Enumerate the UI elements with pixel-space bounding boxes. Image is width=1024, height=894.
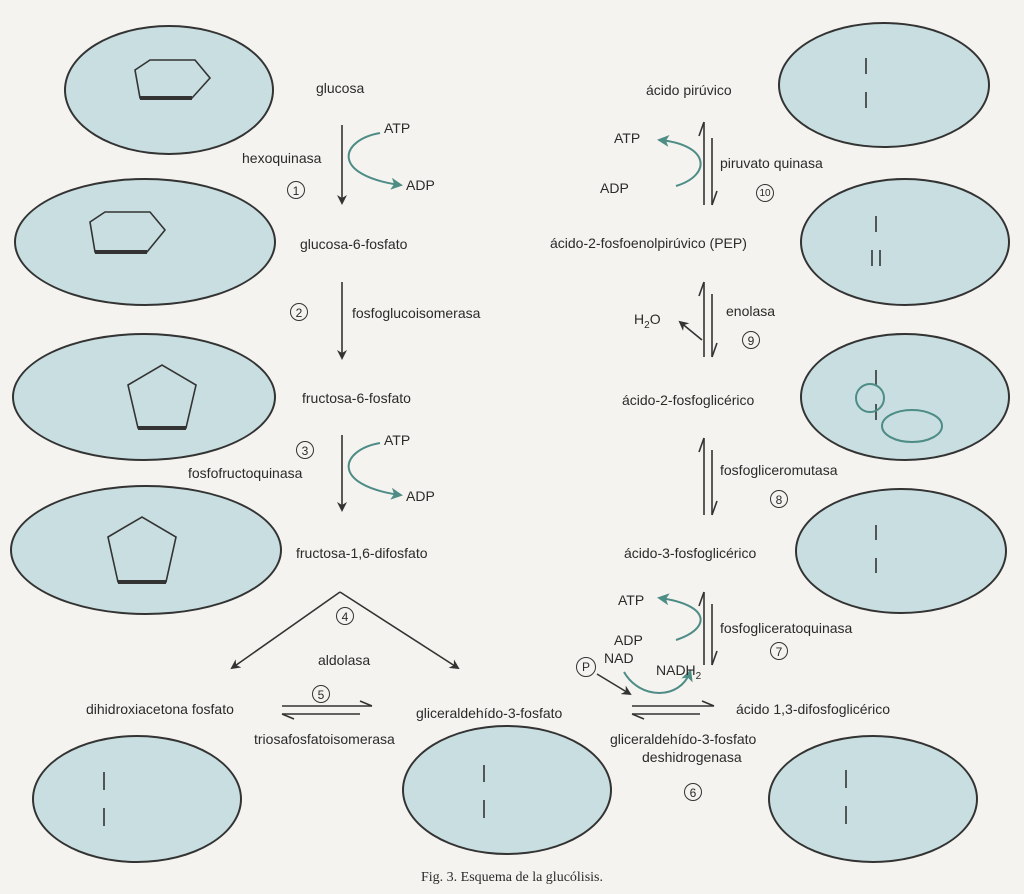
h2o-text-end: O: [649, 311, 661, 327]
pi-arrow: [597, 674, 630, 694]
enzyme-fosfogliceratoquinasa: fosfogliceratoquinasa: [720, 620, 853, 636]
figure-caption: Fig. 3. Esquema de la glucólisis.: [421, 870, 603, 885]
enzyme-fosfoglucoisomerasa: fosfoglucoisomerasa: [352, 305, 481, 321]
enzyme-aldolasa: aldolasa: [318, 652, 371, 668]
step-number-1: 1: [287, 181, 305, 199]
h2o-subscript: 2: [644, 319, 650, 331]
step-number-4: 4: [336, 607, 354, 625]
enzyme-g3p-dehydrogenase-line1: gliceraldehído-3-fosfato: [610, 731, 757, 747]
step-number-9: 9: [742, 331, 760, 349]
atp-step3: ATP: [384, 432, 411, 448]
glucose-label: glucosa: [316, 80, 365, 96]
pg3-label: ácido-3-fosfoglicérico: [624, 545, 757, 561]
adp-step10: ADP: [600, 180, 629, 196]
pg2-highlight: [856, 384, 942, 442]
step-number-5: 5: [312, 685, 330, 703]
step-number-10: 10: [756, 184, 774, 202]
atp-step1: ATP: [384, 120, 411, 136]
step1-atp-arc: [349, 133, 400, 185]
enzyme-piruvato-quinasa: piruvato quinasa: [720, 155, 823, 171]
step-number-7: 7: [770, 642, 788, 660]
enzyme-fosfofructoquinasa: fosfofructoquinasa: [188, 465, 303, 481]
pg2-label: ácido-2-fosfoglicérico: [622, 392, 755, 408]
step-number-6: 6: [684, 783, 702, 801]
enzyme-hexoquinasa: hexoquinasa: [242, 150, 322, 166]
pi-step6: P: [576, 657, 596, 677]
h2o-step9: [634, 311, 661, 331]
enzyme-triosafosfatoisomerasa: triosafosfatoisomerasa: [254, 731, 395, 747]
enzyme-enolasa: enolasa: [726, 303, 776, 319]
adp-step7: ADP: [614, 632, 643, 648]
nadh2-step6: [656, 662, 701, 682]
atp-step10: ATP: [614, 130, 641, 146]
step10-atp-arc: [660, 140, 701, 186]
pyruvate-label: ácido pirúvico: [646, 82, 732, 98]
nadh2-subscript: 2: [695, 670, 702, 682]
step-number-2: 2: [290, 303, 308, 321]
adp-step1: ADP: [406, 177, 435, 193]
pep-label: ácido-2-fosfoenolpirúvico (PEP): [550, 235, 747, 251]
enzyme-fosfogliceromutasa: fosfogliceromutasa: [720, 462, 838, 478]
step-number-8: 8: [770, 490, 788, 508]
h2o-text: H: [634, 311, 645, 327]
f6p-label: fructosa-6-fosfato: [302, 390, 411, 406]
f16bp-label: fructosa-1,6-difosfato: [296, 545, 428, 561]
step-number-3: 3: [296, 441, 314, 459]
g6p-label: glucosa-6-fosfato: [300, 236, 408, 252]
h2o-arrow: [680, 322, 702, 340]
g3p-label: gliceraldehído-3-fosfato: [416, 705, 563, 721]
nadh2-text: NADH: [656, 662, 696, 678]
bpg13-label: ácido 1,3-difosfoglicérico: [736, 701, 891, 717]
dhap-label: dihidroxiacetona fosfato: [86, 701, 234, 717]
step3-atp-arc: [349, 443, 400, 495]
atp-step7: ATP: [618, 592, 645, 608]
adp-step3: ADP: [406, 488, 435, 504]
step7-atp-arc: [660, 598, 701, 640]
nad-step6: NAD: [604, 650, 634, 666]
enzyme-g3p-dehydrogenase-line2: deshidrogenasa: [642, 749, 742, 765]
